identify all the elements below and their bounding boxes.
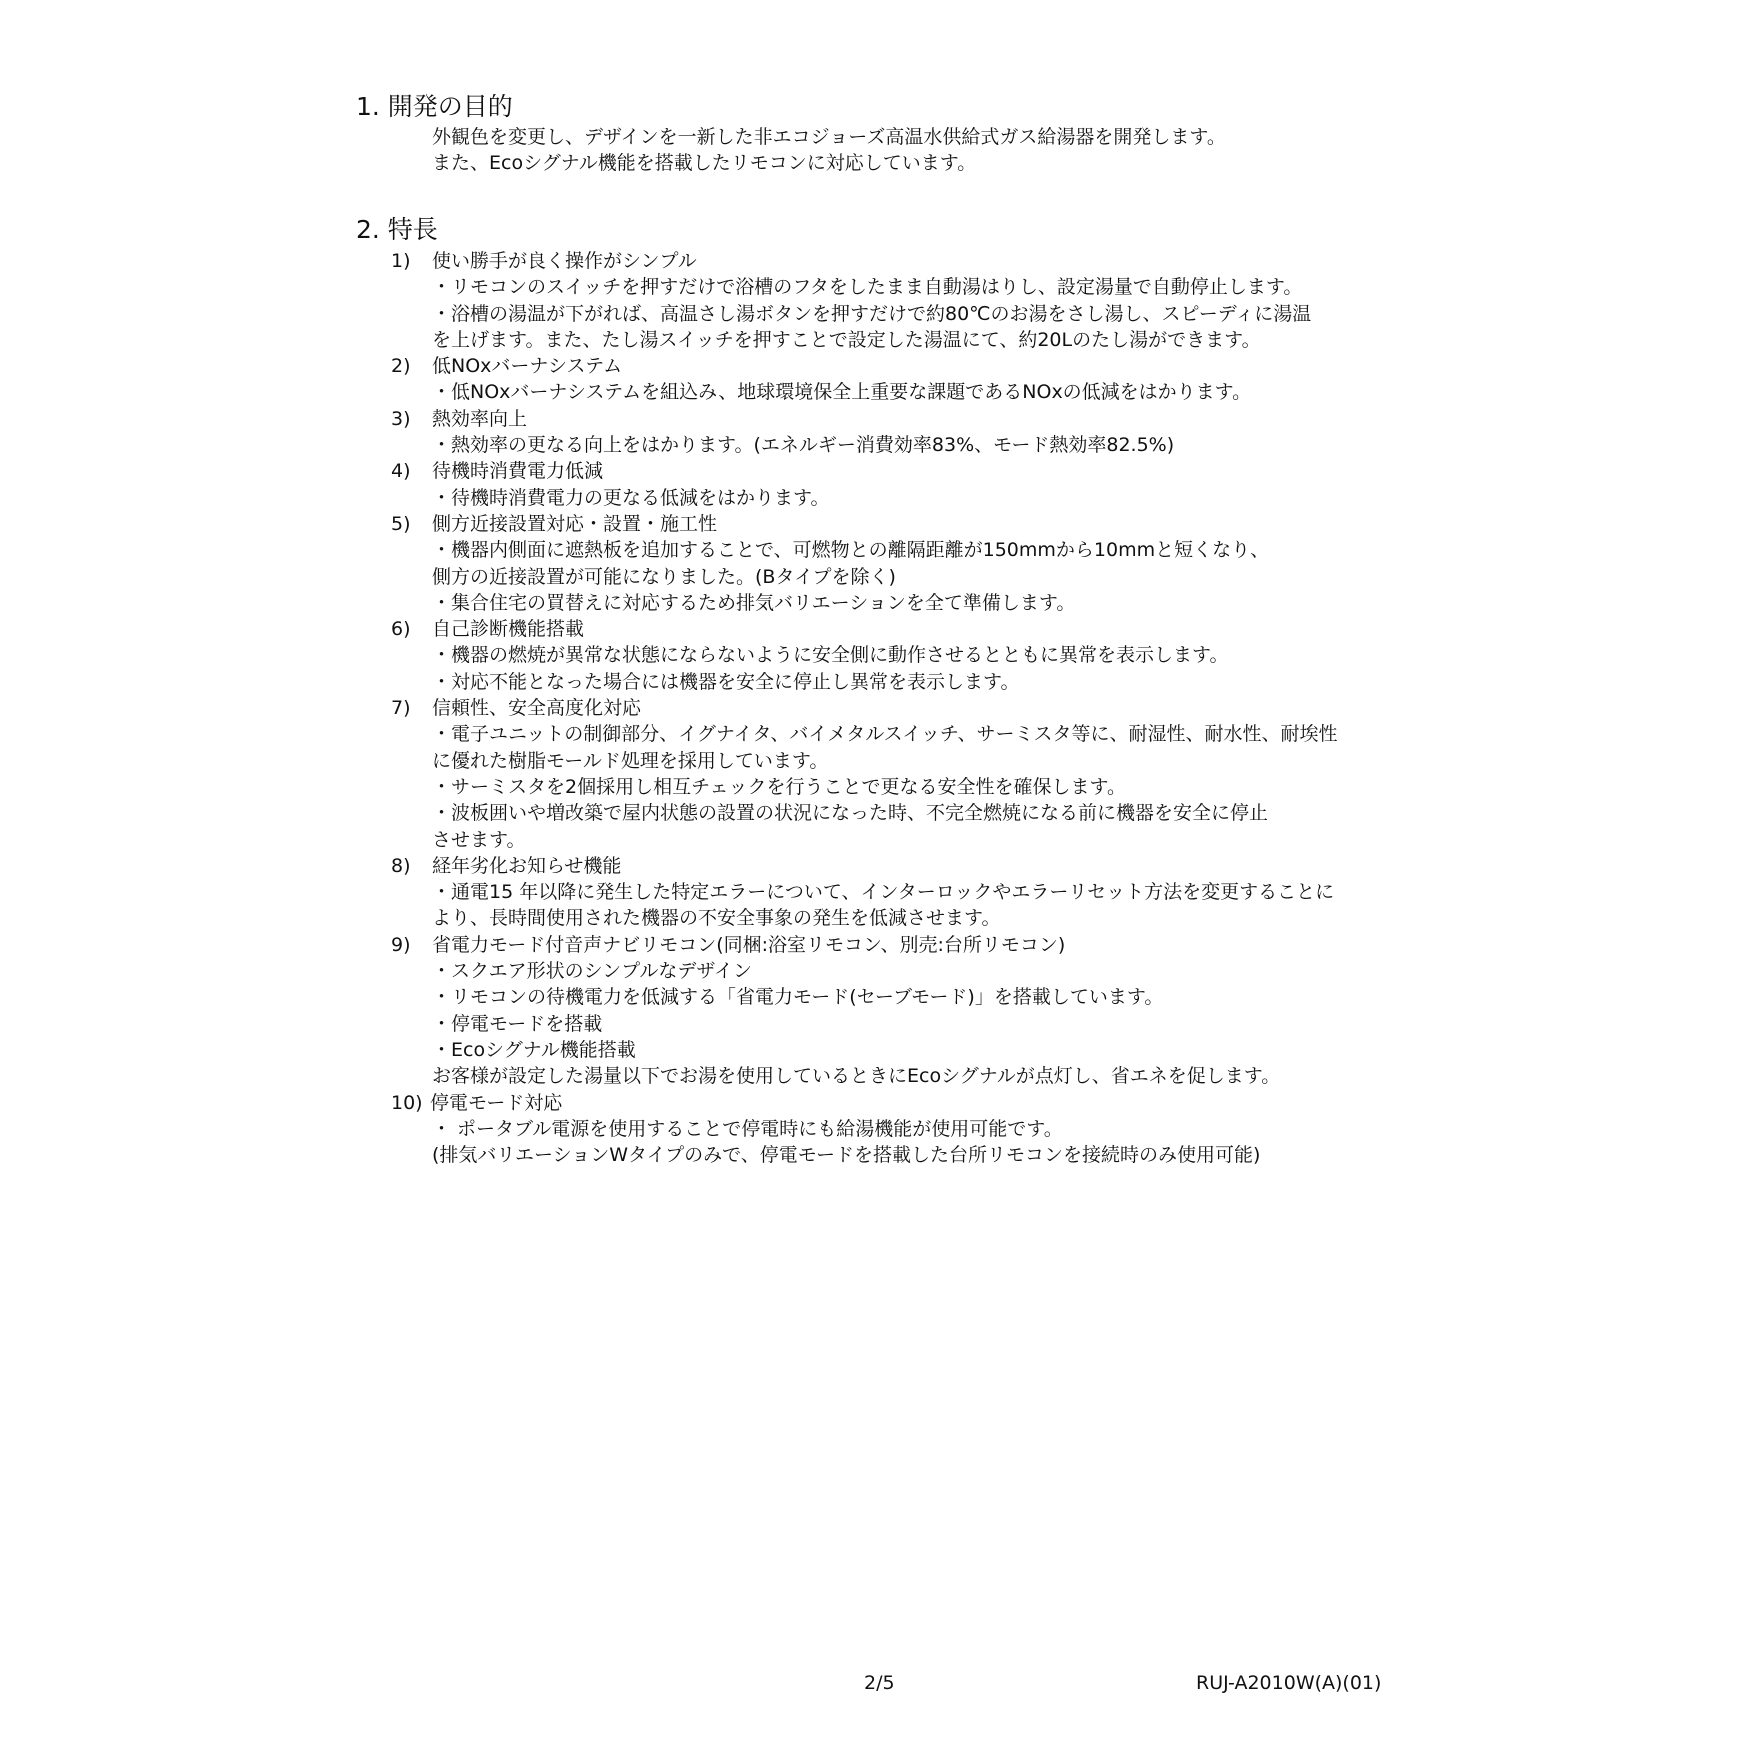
- item-number: 9): [391, 933, 411, 956]
- item-number: 1): [391, 250, 411, 272]
- feature-item-6: [391, 616, 1338, 695]
- item-title: 省電力モード付音声ナビリモコン(同梱:浴室リモコン、別売:台所リモコン): [432, 933, 1066, 956]
- item-title: 停電モード対応: [430, 1091, 563, 1114]
- item-line: ・待機時消費電力の更なる低減をはかります。: [432, 486, 830, 509]
- feature-item-8: [391, 853, 1338, 932]
- item-number: 3): [391, 407, 411, 430]
- item-line: を上げます。また、たし湯スイッチを押すことで設定した湯温にて、約20Lのたし湯ができます。: [432, 328, 1261, 351]
- item-line: ・リモコンの待機電力を低減する「省電力モード(セーブモード)」を搭載しています。: [432, 986, 1164, 1009]
- feature-item-5: [391, 511, 1338, 616]
- body-line: また、Ecoシグナル機能を搭載したリモコンに対応しています。: [432, 152, 977, 175]
- item-title: 信頼性、安全高度化対応: [432, 697, 642, 720]
- item-line: ・電子ユニットの制御部分、イグナイタ、バイメタルスイッチ、サーミスタ等に、耐湿性、耐水性、耐埃性: [432, 723, 1338, 746]
- item-line: ・低NOxバーナシステムを組込み、地球環境保全上重要な課題であるNOxの低減をはかります。: [432, 381, 1252, 404]
- item-line: ・波板囲いや増改築で屋内状態の設置の状況になった時、不完全燃焼になる前に機器を安全に停止: [432, 802, 1269, 825]
- feature-item-7: [391, 695, 1338, 853]
- feature-item-2: [391, 353, 1338, 406]
- item-line: ・スクエア形状のシンプルなデザイン: [432, 960, 753, 983]
- item-line: させます。: [432, 828, 526, 851]
- item-line: に優れた樹脂モールド処理を採用しています。: [432, 749, 829, 772]
- item-line: ・サーミスタを2個採用し相互チェックを行うことで更なる安全性を確保します。: [432, 775, 1127, 798]
- item-title: 経年劣化お知らせ機能: [432, 854, 622, 877]
- item-line: ・熱効率の更なる向上をはかります。(エネルギー消費効率83%、モード熱効率82.5%): [432, 434, 1175, 457]
- page-number: 2/5: [864, 1672, 895, 1694]
- item-title: 使い勝手が良く操作がシンプル: [432, 250, 697, 272]
- item-number: 2): [391, 355, 411, 378]
- item-title: 側方近接設置対応・設置・施工性: [432, 512, 718, 535]
- item-title: 低NOxバーナシステム: [432, 355, 623, 378]
- item-line: ・停電モードを搭載: [432, 1012, 603, 1035]
- item-title: 自己診断機能搭載: [432, 618, 585, 641]
- item-line: より、長時間使用された機器の不安全事象の発生を低減させます。: [432, 907, 1001, 930]
- item-line: (排気バリエーションWタイプのみで、停電モードを搭載した台所リモコンを接続時のみ使用可能): [432, 1144, 1261, 1167]
- item-line: 側方の近接設置が可能になりました。(Bタイプを除く): [432, 565, 896, 588]
- document-code: RUJ-A2010W(A)(01): [1196, 1672, 1382, 1694]
- feature-item-3: [391, 406, 1338, 459]
- item-line: ・Ecoシグナル機能搭載: [432, 1038, 636, 1061]
- feature-item-4: [391, 458, 1338, 511]
- feature-item-1: [391, 248, 1338, 353]
- item-line: ・通電15 年以降に発生した特定エラーについて、インターロックやエラーリセット方法を変更することに: [432, 881, 1335, 904]
- item-number: 10): [391, 1091, 423, 1114]
- item-title: 待機時消費電力低減: [432, 460, 604, 483]
- item-number: 5): [391, 512, 411, 535]
- feature-item-10: [391, 1090, 1338, 1169]
- item-line: ・集合住宅の買替えに対応するため排気バリエーションを全て準備します。: [432, 591, 1076, 614]
- item-number: 4): [391, 460, 411, 483]
- item-line: ・機器内側面に遮熱板を追加することで、可燃物との離隔距離が150mmから10mmと短くなり、: [432, 539, 1270, 562]
- item-line: ・ ポータブル電源を使用することで停電時にも給湯機能が使用可能です。: [432, 1117, 1063, 1140]
- item-line: ・浴槽の湯温が下がれば、高温さし湯ボタンを押すだけで約80℃のお湯をさし湯し、スピーディに湯温: [432, 302, 1312, 325]
- item-line: ・リモコンのスイッチを押すだけで浴槽のフタをしたまま自動湯はりし、設定湯量で自動停止します。: [432, 276, 1303, 299]
- section-2-heading: 2. 特長: [356, 215, 438, 244]
- item-line: ・機器の燃焼が異常な状態にならないように安全側に動作させるとともに異常を表示します。: [432, 644, 1229, 667]
- feature-item-9: [391, 932, 1338, 1090]
- item-number: 8): [391, 854, 411, 877]
- section-1-body: [432, 124, 1226, 177]
- item-number: 7): [391, 697, 411, 720]
- section-1-heading: 1. 開発の目的: [356, 92, 513, 121]
- item-line: ・対応不能となった場合には機器を安全に停止し異常を表示します。: [432, 670, 1020, 693]
- feature-list: [391, 248, 1338, 1168]
- item-title: 熱効率向上: [432, 407, 528, 430]
- body-line: 外観色を変更し、デザインを一新した非エコジョーズ高温水供給式ガス給湯器を開発します。: [432, 126, 1226, 148]
- item-line: お客様が設定した湯量以下でお湯を使用しているときにEcoシグナルが点灯し、省エネを促します。: [432, 1065, 1281, 1088]
- item-number: 6): [391, 618, 411, 641]
